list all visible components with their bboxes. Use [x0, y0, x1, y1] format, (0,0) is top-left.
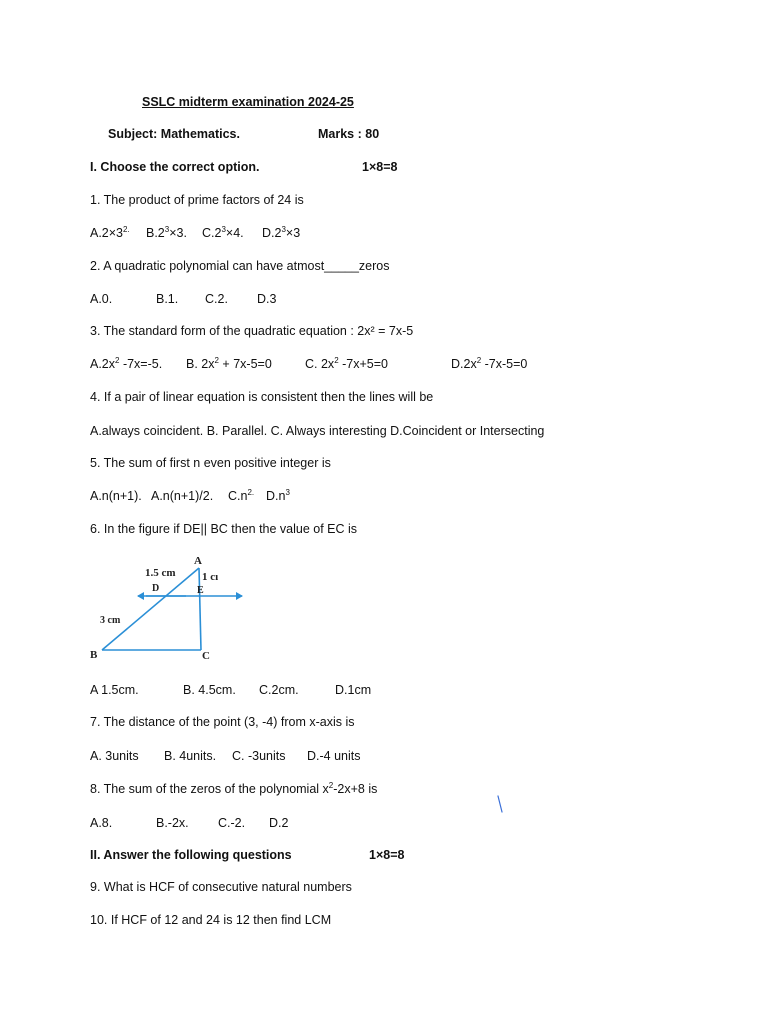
label-e: E: [197, 585, 204, 596]
exam-title: SSLC midterm examination 2024-25: [142, 95, 354, 109]
question-1: 1. The product of prime factors of 24 is: [90, 193, 304, 207]
option-d: D.1cm: [335, 683, 372, 697]
option-a: A. 3units: [90, 749, 139, 763]
question-6: 6. In the figure if DE|| BC then the value of EC is: [90, 522, 358, 536]
question-5-options: [90, 488, 290, 504]
option-d: $D.n^3$: [266, 488, 290, 503]
question-3: 3. The standard form of the quadratic equation : 2x² = 7x-5: [90, 324, 414, 338]
question-4-options: A.always coincident. B. Parallel. C. Always interesting D.Coincident or Intersecting: [90, 424, 545, 438]
option-b: B. 4.5cm.: [183, 683, 236, 697]
option-b: B.1.: [156, 292, 179, 306]
subject-label: Subject: Mathematics.: [108, 127, 240, 141]
label-d: D: [152, 583, 160, 594]
question-3-option-d: $D.2x^2$ -7x-5=0: [451, 356, 528, 371]
question-10: 10. If HCF of 12 and 24 is 12 then find LCM: [90, 913, 332, 927]
option-d: D.2: [269, 816, 289, 830]
option-c: C.2.: [205, 292, 228, 306]
option-a: A.8.: [90, 816, 113, 830]
option-c: $C.n^{2.}$: [228, 488, 255, 503]
option-d: D.-4 units: [307, 749, 361, 763]
question-3-option-c: C. $2x^2$ -7x+5=0: [305, 356, 388, 371]
label-b: B: [90, 649, 98, 661]
question-8-options: [90, 815, 288, 831]
section-2-heading: II. Answer the following questions: [90, 848, 292, 862]
question-4: 4. If a pair of linear equation is consistent then the lines will be: [90, 390, 434, 404]
option-a: A.0.: [90, 292, 113, 306]
question-2: 2. A quadratic polynomial can have atmost_____zeros: [90, 259, 390, 273]
option-c: C. -3units: [232, 749, 286, 763]
question-5: 5. The sum of first n even positive integer is: [90, 456, 331, 470]
length-ad: 1.5 cm: [145, 567, 176, 579]
option-c: C.-2.: [218, 816, 246, 830]
question-2-options: [90, 291, 276, 307]
option-a: $A.2\times 3^{2.}$: [90, 225, 130, 240]
question-3-option-b: B. $2x^2 + 7x-5=0$: [186, 356, 272, 371]
side-ac: [199, 568, 201, 650]
option-a: A 1.5cm.: [90, 683, 139, 697]
option-c: $C.2^3\times 4$.: [202, 225, 244, 240]
total-marks: Marks : 80: [318, 127, 380, 141]
length-ae: 1 cı: [202, 571, 219, 583]
question-6-options: [90, 682, 371, 698]
question-1-options: [90, 225, 300, 241]
option-b: A.n(n+1)/2.: [151, 489, 214, 503]
length-db: 3 cm: [100, 615, 121, 626]
option-c: C.2cm.: [259, 683, 299, 697]
option-b: B. 4units.: [164, 749, 217, 763]
option-b: B.-2x.: [156, 816, 189, 830]
label-c: C: [202, 650, 210, 662]
question-3-option-a: $A.2x^2$ -7x=-5.: [90, 356, 163, 371]
side-ab: [102, 568, 199, 650]
option-b: $B.2^3\times 3$.: [146, 225, 187, 240]
option-d: $D.2^3\times 3$: [262, 225, 301, 240]
question-7-options: [90, 748, 361, 764]
option-d: D.3: [257, 292, 277, 306]
question-7: 7. The distance of the point (3, -4) from x-axis is: [90, 715, 355, 729]
option-a: A.n(n+1).: [90, 489, 142, 503]
question-9: 9. What is HCF of consecutive natural numbers: [90, 880, 352, 894]
section-2-marks: 1×8=8: [369, 848, 405, 862]
stray-pen-mark: [497, 795, 505, 815]
label-a: A: [194, 555, 202, 567]
triangle-figure: [86, 552, 256, 672]
section-1-marks: 1×8=8: [362, 160, 398, 174]
section-1-heading: I. Choose the correct option.: [90, 160, 260, 174]
question-8: 8. The sum of the zeros of the polynomial $x^2-2x+8$ is: [90, 781, 378, 796]
